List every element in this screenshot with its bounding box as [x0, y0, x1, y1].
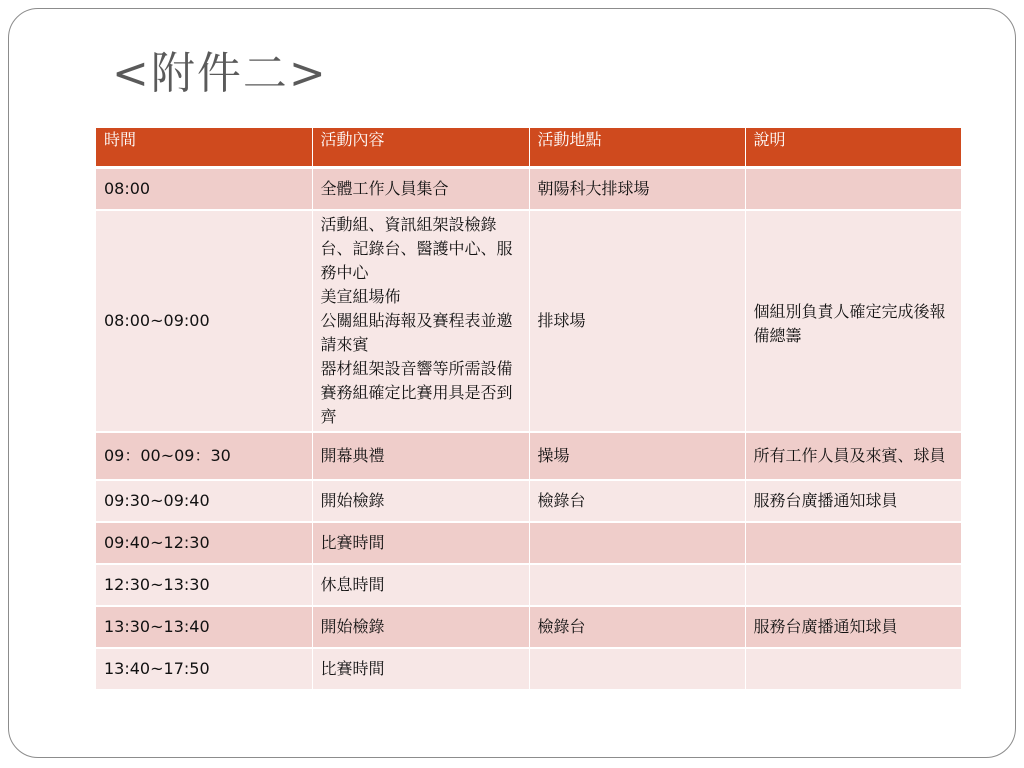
cell-location: 排球場	[529, 210, 745, 432]
cell-time: 08:00~09:00	[96, 210, 312, 432]
cell-location: 操場	[529, 432, 745, 480]
cell-content: 開始檢錄	[312, 606, 529, 648]
table-row	[96, 480, 961, 522]
cell-time: 08:00	[96, 168, 312, 211]
cell-time: 13:40~17:50	[96, 648, 312, 690]
cell-content: 開幕典禮	[312, 432, 529, 480]
content-line: 賽務組確定比賽用具是否到齊	[320, 383, 513, 426]
cell-note	[745, 522, 961, 564]
cell-time: 12:30~13:30	[96, 564, 312, 606]
cell-note: 個組別負責人確定完成後報備總籌	[745, 210, 961, 432]
slide-title: <附件二>	[112, 48, 328, 99]
cell-location: 檢錄台	[529, 480, 745, 522]
cell-note: 服務台廣播通知球員	[745, 606, 961, 648]
header-note: 說明	[745, 128, 961, 168]
cell-content: 全體工作人員集合	[312, 168, 529, 211]
content-line: 活動組、資訊組架設檢錄台、記錄台、醫護中心、服務中心	[320, 215, 513, 282]
cell-time: 09:40~12:30	[96, 522, 312, 564]
cell-location	[529, 648, 745, 690]
table-header-row	[96, 128, 961, 168]
cell-location	[529, 564, 745, 606]
header-content: 活動內容	[312, 128, 529, 168]
content-line: 美宣組場佈	[320, 287, 401, 306]
schedule-table	[96, 128, 961, 691]
cell-location: 朝陽科大排球場	[529, 168, 745, 211]
table-row	[96, 648, 961, 690]
content-line: 器材組架設音響等所需設備	[320, 359, 513, 378]
cell-location	[529, 522, 745, 564]
table-row	[96, 168, 961, 211]
content-line: 公關組貼海報及賽程表並邀請來賓	[320, 311, 513, 354]
cell-content: 休息時間	[312, 564, 529, 606]
cell-note	[745, 168, 961, 211]
cell-location: 檢錄台	[529, 606, 745, 648]
cell-note	[745, 648, 961, 690]
header-time: 時間	[96, 128, 312, 168]
header-location: 活動地點	[529, 128, 745, 168]
table-row	[96, 606, 961, 648]
cell-content: 比賽時間	[312, 648, 529, 690]
table-row	[96, 564, 961, 606]
table-row	[96, 210, 961, 432]
cell-time: 09：00~09：30	[96, 432, 312, 480]
cell-content	[312, 210, 529, 432]
cell-content: 比賽時間	[312, 522, 529, 564]
table-row	[96, 432, 961, 480]
cell-time: 13:30~13:40	[96, 606, 312, 648]
cell-note: 服務台廣播通知球員	[745, 480, 961, 522]
cell-time: 09:30~09:40	[96, 480, 312, 522]
table-row	[96, 522, 961, 564]
cell-note: 所有工作人員及來賓、球員	[745, 432, 961, 480]
cell-content: 開始檢錄	[312, 480, 529, 522]
cell-note	[745, 564, 961, 606]
